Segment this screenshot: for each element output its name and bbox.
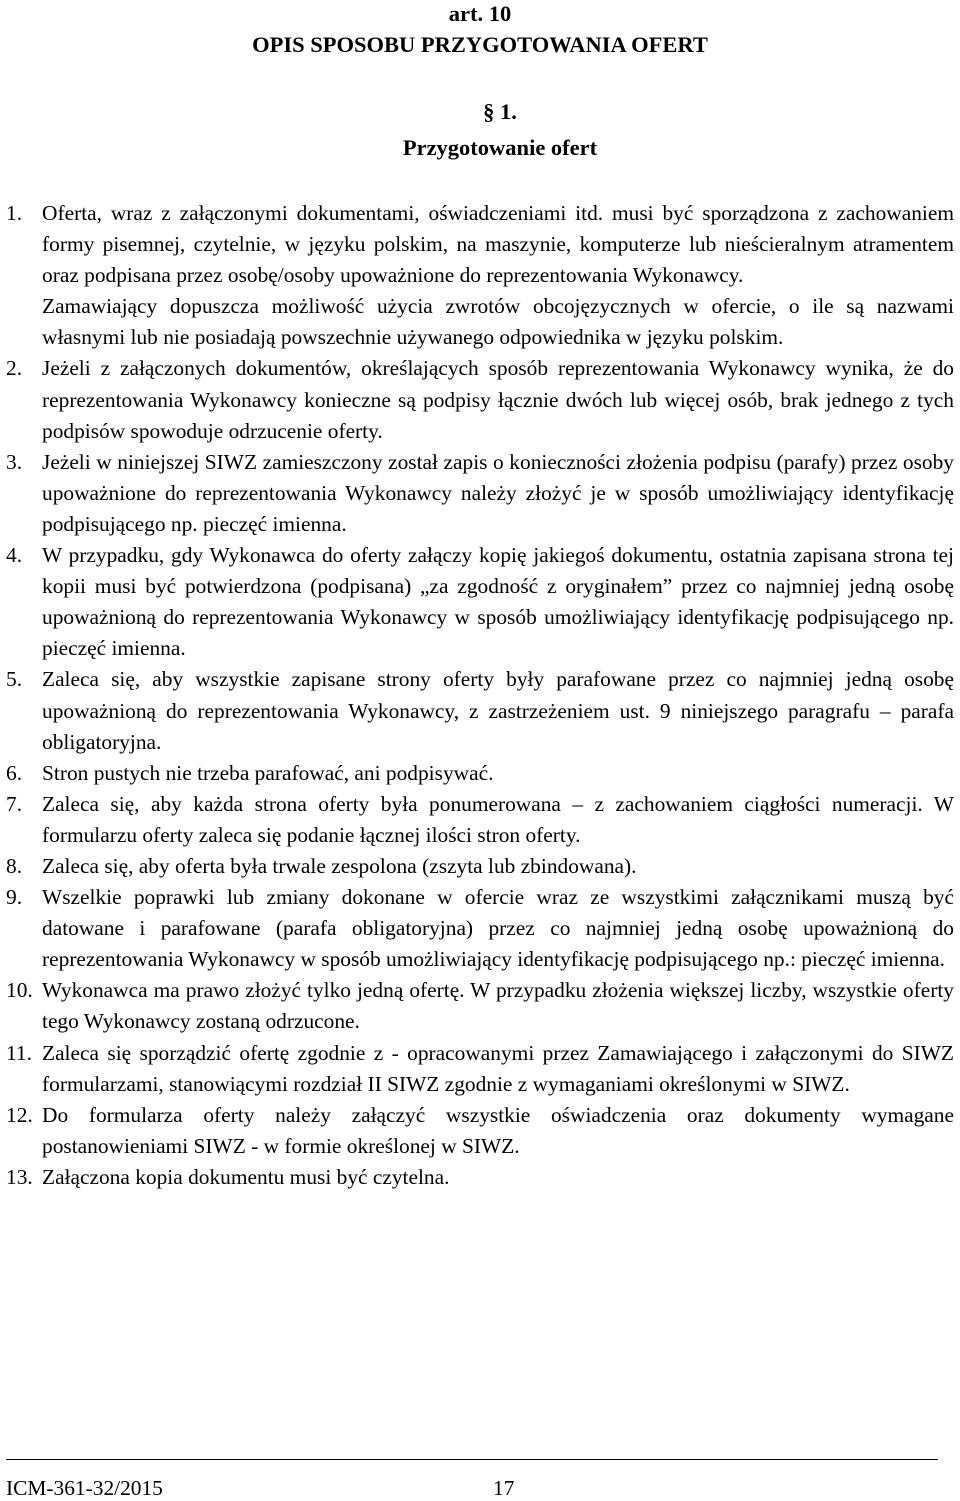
item-text: W przypadku, gdy Wykonawca do oferty załączy kopię jakiegoś dokumentu, ostatnia zapisana strona tej kopii musi być potwierdzona (podpisana) „za zgodność z oryginałem” przez co najmniej jedną osobę upoważnioną do reprezentowania Wykonawcy w sposób umożliwiający identyfikację podpisującego np. pieczęć imienna. — [42, 543, 954, 661]
list-item-6 — [6, 758, 954, 789]
item-text: Oferta, wraz z załączonymi dokumentami, oświadczeniami itd. musi być sporządzona z zachowaniem formy pisemnej, czytelnie, w języku polskim, na maszynie, komputerze lub nieścieralnym atramentem oraz podpisana przez osobę/osoby upoważnione do reprezentowania Wykonawcy. — [42, 201, 954, 288]
list-item-12 — [6, 1100, 954, 1162]
item-number: 4. — [6, 543, 23, 568]
item-number: 3. — [6, 449, 23, 474]
item-number: 7. — [6, 791, 23, 816]
item-number: 12. — [6, 1102, 33, 1127]
item-subparagraph: Zamawiający dopuszcza możliwość użycia zwrotów obcojęzycznych w ofercie, o ile są nazwami własnymi lub nie posiadają powszechnie używanego odpowiednika w języku polskim. — [42, 294, 954, 350]
item-text: Zaleca się, aby wszystkie zapisane strony oferty były parafowane przez co najmniej jedną osobę upoważnioną do reprezentowania Wykonawcy, z zastrzeżeniem ust. 9 niniejszego paragrafu – parafa obligatoryjna. — [42, 667, 954, 754]
article-title: OPIS SPOSOBU PRZYGOTOWANIA OFERT — [252, 32, 708, 57]
item-text: Wykonawca ma prawo złożyć tylko jedną ofertę. W przypadku złożenia większej liczby, wszystkie oferty tego Wykonawcy zostaną odrzucone. — [42, 978, 954, 1034]
item-text: Jeżeli w niniejszej SIWZ zamieszczony został zapis o konieczności złożenia podpisu (parafy) przez osoby upoważnione do reprezentowania Wykonawcy należy złożyć je w sposób umożliwiający identyfikację podpisującego np. pieczęć imienna. — [42, 449, 954, 536]
list-item-1 — [6, 198, 954, 353]
article-label: art. 10 — [448, 1, 512, 26]
item-number: 10. — [6, 978, 33, 1003]
paragraph-number: § 1. — [483, 99, 517, 124]
item-number: 8. — [6, 853, 23, 878]
page-number: 17 — [493, 1476, 515, 1500]
item-number: 6. — [6, 760, 23, 785]
paragraph-title: Przygotowanie ofert — [402, 135, 598, 160]
list-item-11 — [6, 1038, 954, 1100]
list-item-5 — [6, 664, 954, 757]
item-number: 2. — [6, 356, 23, 381]
footer-divider — [6, 1459, 938, 1460]
item-number: 5. — [6, 667, 23, 692]
list-item-13 — [6, 1162, 954, 1193]
list-item-4 — [6, 540, 954, 664]
item-text: Zaleca się, aby oferta była trwale zespolona (zszyta lub zbindowana). — [42, 853, 637, 878]
list-item-10 — [6, 975, 954, 1037]
item-text: Zaleca się sporządzić ofertę zgodnie z - opracowanymi przez Zamawiającego i załączonymi do SIWZ formularzami, stanowiącymi rozdział II SIWZ zgodnie z wymaganiami określonymi w SIWZ. — [42, 1040, 954, 1096]
item-number: 13. — [6, 1164, 33, 1189]
requirements-list — [6, 198, 954, 1193]
item-text: Zaleca się, aby każda strona oferty była ponumerowana – z zachowaniem ciągłości numeracji. W formularzu oferty zaleca się podanie łącznej ilości stron oferty. — [42, 791, 954, 847]
item-text: Stron pustych nie trzeba parafować, ani podpisywać. — [42, 760, 494, 785]
item-number: 11. — [6, 1040, 32, 1065]
item-text: Jeżeli z załączonych dokumentów, określających sposób reprezentowania Wykonawcy wynika, że do reprezentowania Wykonawcy konieczne są podpisy łącznie dwóch lub więcej osób, brak jednego z tych podpisów spowoduje odrzucenie oferty. — [42, 356, 954, 443]
item-number: 1. — [6, 201, 23, 225]
item-number: 9. — [6, 885, 23, 910]
list-item-9 — [6, 882, 954, 975]
item-text: Wszelkie poprawki lub zmiany dokonane w ofercie wraz ze wszystkimi załącznikami muszą być datowane i parafowane (parafa obligatoryjna) przez co najmniej jedną osobę upoważnioną do reprezentowania Wykonawcy w sposób umożliwiający identyfikację podpisującego np.: pieczęć imienna. — [42, 885, 954, 972]
item-text: Załączona kopia dokumentu musi być czytelna. — [42, 1164, 450, 1189]
document-reference: ICM-361-32/2015 — [6, 1476, 163, 1500]
list-item-8 — [6, 851, 954, 882]
list-item-3 — [6, 447, 954, 540]
item-text: Do formularza oferty należy załączyć wszystkie oświadczenia oraz dokumenty wymagane postanowieniami SIWZ - w formie określonej w SIWZ. — [42, 1102, 954, 1158]
list-item-7 — [6, 789, 954, 851]
list-item-2 — [6, 353, 954, 446]
